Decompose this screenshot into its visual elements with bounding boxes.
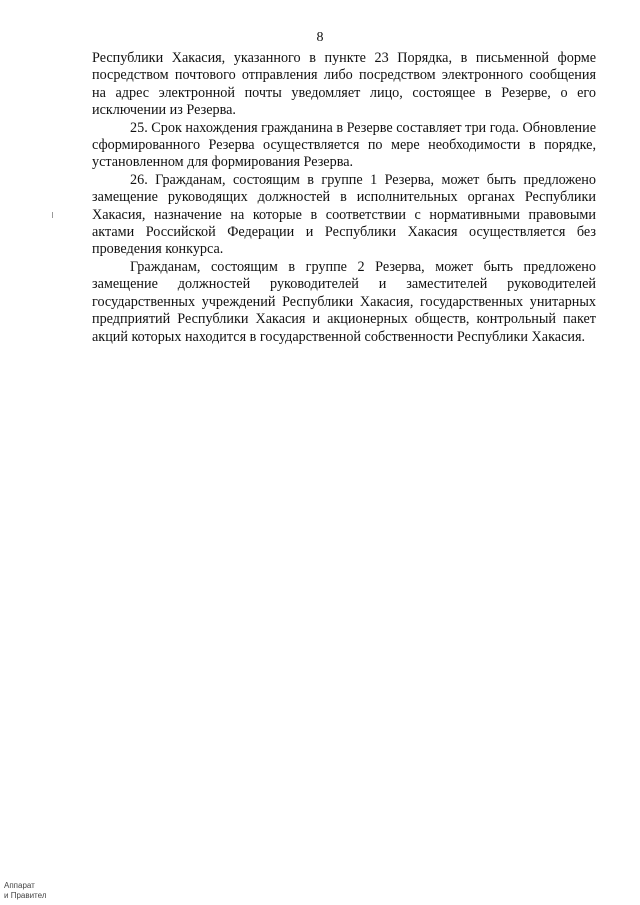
footer-line-1: Аппарат: [4, 881, 35, 890]
paragraph-25: 25. Срок нахождения гражданина в Резерве составляет три года. Обновление сформированного Резерва осуществляется по мере необходимости в порядке, установленном для формирования Резерва.: [92, 119, 596, 171]
paragraph-26-group-2: Гражданам, состоящим в группе 2 Резерва, может быть предложено замещение должностей руководителей и заместителей руководителей государственных учреждений Республики Хакасия, государственных унитарных предприятий Республики Хакасия и акционерных обществ, контрольный пакет акций которых находится в государственной собственности Республики Хакасия.: [92, 258, 596, 345]
paragraph-26: 26. Гражданам, состоящим в группе 1 Резерва, может быть предложено замещение руководящих должностей в исполнительных органах Республики Хакасия, назначение на которые в соответствии с нормативными правовыми актами Российской Федерации и Республики Хакасия осуществляется без проведения конкурса.: [92, 171, 596, 258]
margin-mark: [52, 212, 53, 218]
document-body: [92, 50, 596, 346]
paragraph-continuation: Республики Хакасия, указанного в пункте 23 Порядка, в письменной форме посредством почтового отправления либо посредством электронного сообщения на адрес электронной почты уведомляет лицо, состоящее в Резерве, о его исключении из Резерва.: [92, 50, 596, 119]
page-number: 8: [316, 30, 324, 45]
footer-line-2: и Правител: [4, 891, 47, 900]
footer-stamp: [4, 881, 46, 901]
